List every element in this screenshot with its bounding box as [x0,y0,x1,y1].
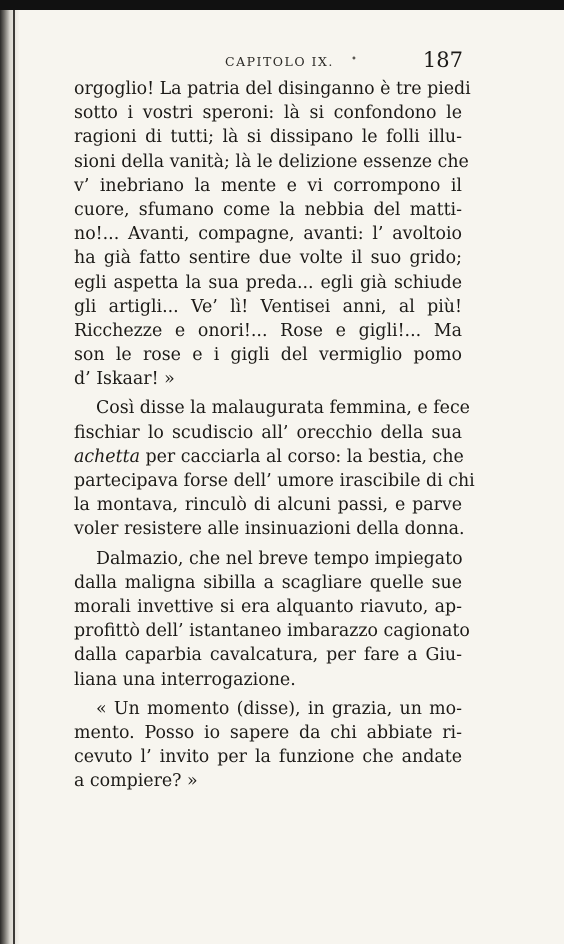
text-line: dalla caparbia cavalcatura, per fare a Giu- [74,645,462,666]
italic-word: achetta [74,446,140,467]
text-line: d’ Iskaar! » [74,369,175,390]
text-line: mento. Posso io sapere da chi abbiate ri- [74,722,462,743]
text-line: gli artigli... Ve’ lì! Ventisei anni, al più! [74,296,462,317]
text-line: no!... Avanti, compagne, avanti: l’ avoltoio [74,224,462,245]
text-line: a compiere? » [74,771,198,792]
text-line: ha già fatto sentire due volte il suo grido; [74,248,462,269]
scan-top-edge [0,0,564,10]
text-line: morali invettive si era alquanto riavuto, ap- [74,596,462,617]
text-line: orgoglio! La patria del disinganno è tre piedi [74,79,471,99]
text-line-with-italic [74,445,462,469]
text-line: dalla maligna sibilla a scagliare quelle sue [74,572,462,593]
text-line: v’ inebriano la mente e vi corrompono il [74,175,462,196]
text-line: cuore, sfumano come la nebbia del matti- [74,199,462,220]
text-line: sotto i vostri speroni: là si confondono le [74,103,462,124]
text-line: « Un momento (disse), in grazia, un mo- [96,698,462,719]
text-line: son le rose e i gigli del vermiglio pomo [74,345,462,366]
text-line: egli aspetta la sua preda... egli già schiude [74,272,462,293]
ornament-mark: • [351,54,357,65]
body-text [74,77,475,793]
text-line: sioni della vanità; là le delizione essenze che [74,151,469,172]
text-line-rest: per cacciarla al corso: la bestia, che [145,446,464,467]
text-line: profittò dell’ istantaneo imbarazzo cagionato [74,621,470,642]
book-gutter [0,10,20,944]
text-line: Così disse la malaugurata femmina, e fece [96,398,470,419]
text-line: partecipava forse dell’ umore irascibile di chi [74,471,475,491]
text-line: voler resistere alle insinuazioni della donna. [74,519,465,540]
text-line: ragioni di tutti; là si dissipano le folli illu- [74,127,462,148]
text-line: liana una interrogazione. [74,669,296,690]
gutter-line [13,10,15,944]
text-line: Ricchezze e onori!... Rose e gigli!... Ma [74,320,462,341]
text-line: Dalmazio, che nel breve tempo impiegato [96,548,463,569]
text-line: fischiar lo scudiscio all’ orecchio della sua [74,422,462,443]
running-head [75,48,463,76]
chapter-heading: CAPITOLO IX. [225,54,334,69]
page-number: 187 [422,48,463,72]
text-line: la montava, rinculò di alcuni passi, e parve [74,495,462,516]
text-line: cevuto l’ invito per la funzione che andate [74,747,462,768]
